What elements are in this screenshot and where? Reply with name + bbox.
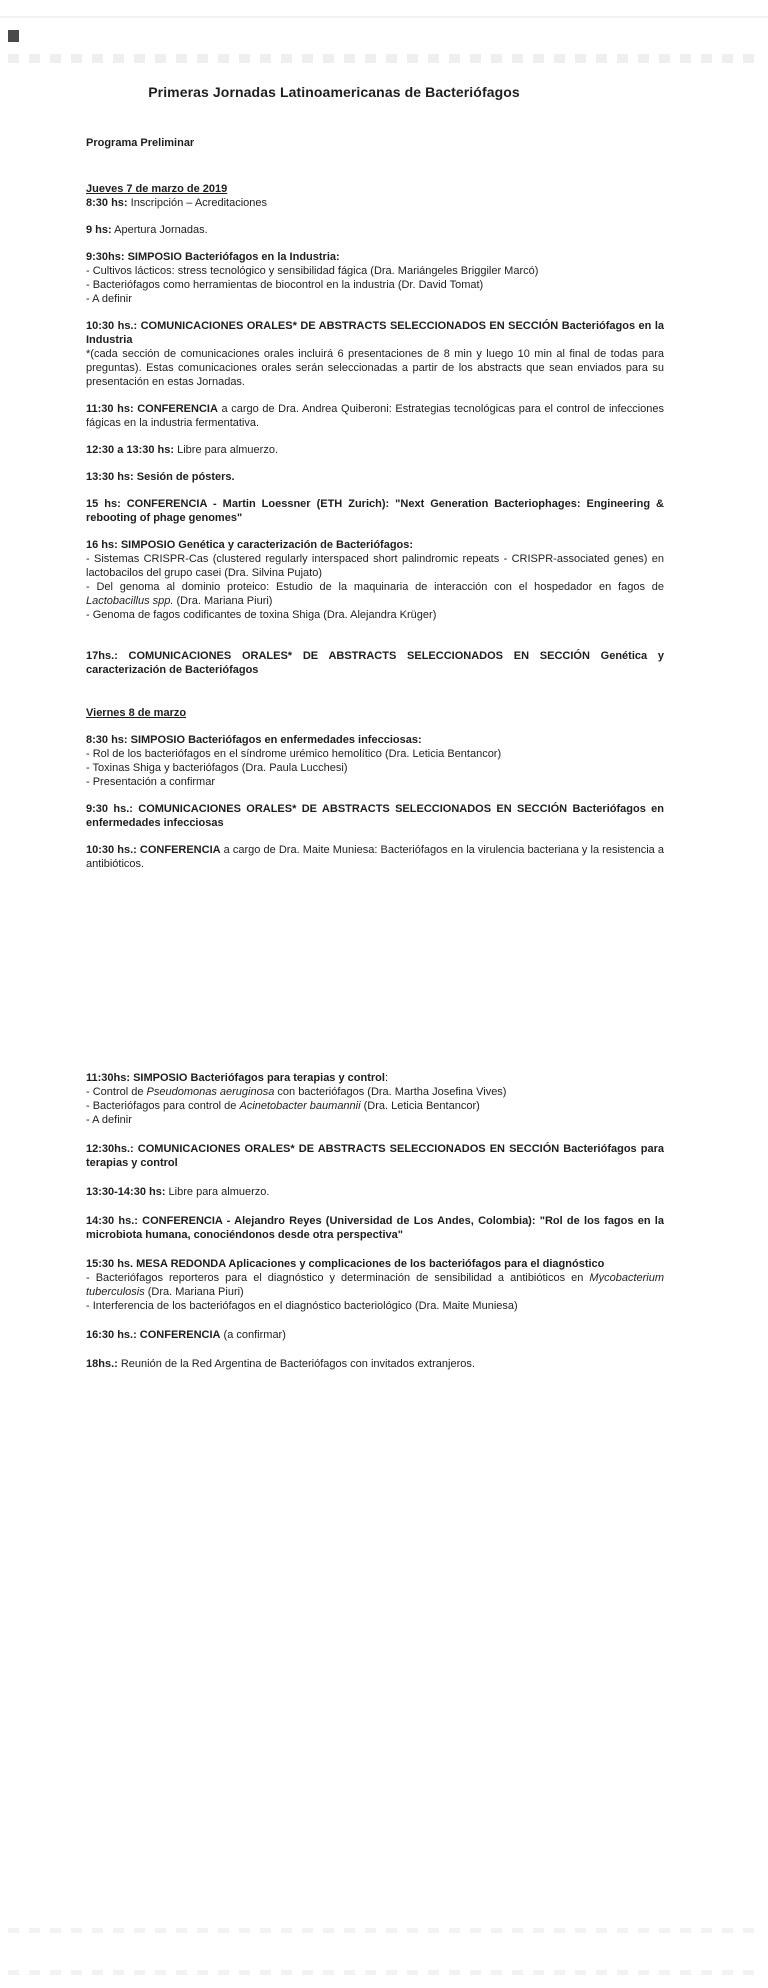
text-run: 12:30hs.: COMUNICACIONES ORALES* DE ABSTRACTS SELECCIONADOS EN SECCIÓN Bacteriófagos para terapias y control (86, 1143, 664, 1169)
text-run: - A definir (86, 1114, 132, 1126)
text-run: 9:30hs: SIMPOSIO Bacteriófagos en la Industria: (86, 251, 340, 263)
text-run: Apertura Jornadas. (111, 224, 208, 236)
text-run: - A definir (86, 293, 132, 305)
page-title (86, 84, 664, 101)
text-run: Libre para almuerzo. (174, 444, 279, 456)
scan-dotted-row-bottom-2 (8, 1970, 760, 1975)
simposio-industria (86, 250, 664, 306)
text-run: 9 hs: (86, 224, 112, 236)
text-run: Reunión de la Red Argentina de Bacteriófagos con invitados extranjeros. (117, 1358, 475, 1370)
text-run: 14:30 hs.: CONFERENCIA - Alejandro Reyes (Universidad de Los Andes, Colombia): "Rol de los fagos en la microbiota humana, conociéndonos desde otra perspectiva" (86, 1215, 664, 1241)
scan-dotted-row-bottom-1 (8, 1928, 760, 1933)
text-run: 17hs.: COMUNICACIONES ORALES* DE ABSTRACTS SELECCIONADOS EN SECCIÓN Genética y caracterización de Bacteriófagos (86, 650, 664, 676)
text-run: - Genoma de fagos codificantes de toxina Shiga (Dra. Alejandra Krüger) (86, 609, 437, 621)
text-run: Jueves 7 de marzo de 2019 (86, 183, 228, 195)
text-run: Inscripción – Acreditaciones (127, 197, 267, 209)
text-run: - Bacteriófagos reporteros para el diagnóstico y determinación de sensibilidad a antibióticos en (86, 1272, 590, 1284)
text-run: - Presentación a confirmar (86, 776, 215, 788)
text-run: - Cultivos lácticos: stress tecnológico y sensibilidad fágica (Dra. Mariángeles Briggiler Marcó) (86, 265, 539, 277)
subtitle-programa-preliminar (86, 136, 664, 150)
text-run: con bacteriófagos (Dra. Martha Josefina Vives) (274, 1086, 507, 1098)
text-run: 11:30 hs: CONFERENCIA (86, 403, 218, 415)
text-run: 15:30 hs. MESA REDONDA Aplicaciones y complicaciones de los bacteriófagos para el diagnóstico (86, 1258, 605, 1270)
text-run: : (384, 1072, 388, 1084)
text-run: - Del genoma al dominio proteico: Estudio de la maquinaria de interacción con el hospedador en fagos de (86, 581, 664, 593)
apertura-jornadas (86, 223, 664, 237)
text-run: 15 hs: CONFERENCIA - Martin Loessner (ETH Zurich): "Next Generation Bacteriophages: Engineering & rebooting of phage genomes" (86, 498, 664, 524)
text-run: (Dra. Mariana Piuri) (173, 595, 273, 607)
scan-top-edge-line (0, 16, 768, 18)
comunicaciones-orales-genetica (86, 649, 664, 677)
comunicaciones-orales-industria (86, 319, 664, 389)
text-run: 11:30hs: SIMPOSIO Bacteriófagos para terapias y control (86, 1072, 385, 1084)
text-run: - Toxinas Shiga y bacteriófagos (Dra. Paula Lucchesi) (86, 762, 348, 774)
sesion-posters (86, 470, 664, 484)
text-run: 12:30 a 13:30 hs: (86, 444, 175, 456)
comunicaciones-orales-terapias (86, 1142, 664, 1170)
conferencia-quiberoni (86, 402, 664, 430)
scan-dotted-row-top (8, 54, 760, 63)
text-run: Lactobacillus spp. (86, 595, 174, 607)
text-run: 8:30 hs: (86, 197, 128, 209)
text-run: Viernes 8 de marzo (86, 707, 187, 719)
text-run: Pseudomonas aeruginosa (146, 1086, 275, 1098)
libre-almuerzo-viernes (86, 1185, 664, 1199)
text-run: 13:30 hs: Sesión de pósters. (86, 471, 235, 483)
comunicaciones-orales-enfermedades (86, 802, 664, 830)
text-run: a cargo de Dra. Andrea Quiberoni: Estrategias tecnológicas para el control de infecciones fágicas en la industria fermentativa. (86, 403, 664, 429)
text-run: - Control de (86, 1086, 147, 1098)
day2-date (86, 706, 664, 720)
text-run: - Bacteriófagos para control de (86, 1100, 240, 1112)
text-run: (Dra. Mariana Piuri) (144, 1286, 244, 1298)
scan-corner-mark (8, 30, 19, 42)
text-run: 10:30 hs.: CONFERENCIA (86, 844, 221, 856)
text-run: 9:30 hs.: COMUNICACIONES ORALES* DE ABSTRACTS SELECCIONADOS EN SECCIÓN Bacteriófagos en enfermedades infecciosas (86, 803, 664, 829)
simposio-genetica (86, 538, 664, 622)
text-run: 10:30 hs.: COMUNICACIONES ORALES* DE ABSTRACTS SELECCIONADOS EN SECCIÓN Bacteriófagos en la Industria (86, 320, 664, 346)
simposio-enfermedades (86, 733, 664, 789)
text-run: Libre para almuerzo. (165, 1186, 270, 1198)
conferencia-loessner (86, 497, 664, 525)
text-run: (Dra. Leticia Bentancor) (360, 1100, 480, 1112)
day1-date-and-registration (86, 182, 664, 210)
conferencia-a-confirmar (86, 1328, 664, 1342)
simposio-terapias (86, 1071, 664, 1127)
reunion-red-argentina (86, 1357, 664, 1371)
libre-almuerzo-jueves (86, 443, 664, 457)
conferencia-muniesa (86, 843, 664, 871)
text-run: 13:30-14:30 hs: (86, 1186, 166, 1198)
text-run: - Interferencia de los bacteriófagos en el diagnóstico bacteriológico (Dra. Maite Muniesa) (86, 1300, 518, 1312)
text-run: a cargo de Dra. Maite Muniesa: Bacteriófagos en la virulencia bacteriana y la resistencia a antibióticos. (86, 844, 664, 870)
text-run: (a confirmar) (220, 1329, 286, 1341)
text-run: Programa Preliminar (86, 137, 195, 149)
text-run: 8:30 hs: SIMPOSIO Bacteriófagos en enfermedades infecciosas: (86, 734, 422, 746)
program-document (86, 84, 664, 1386)
text-run: - Bacteriófagos como herramientas de biocontrol en la industria (Dr. David Tomat) (86, 279, 484, 291)
text-run: - Rol de los bacteriófagos en el síndrome urémico hemolítico (Dra. Leticia Bentancor) (86, 748, 502, 760)
text-run: Mycobacterium tuberculosis (86, 1272, 664, 1298)
text-run: Primeras Jornadas Latinoamericanas de Bacteriófagos (148, 84, 520, 100)
mesa-redonda-diagnostico (86, 1257, 664, 1313)
text-run: *(cada sección de comunicaciones orales incluirá 6 presentaciones de 8 min y luego 10 min al final de todas para preguntas). Estas comunicaciones orales serán seleccionadas a partir de los abstracts que sean enviados para su presentación en estas Jornadas. (86, 348, 664, 388)
text-run: Acinetobacter baumannii (239, 1100, 361, 1112)
text-run: 18hs.: (86, 1358, 118, 1370)
conferencia-reyes (86, 1214, 664, 1242)
text-run: - Sistemas CRISPR-Cas (clustered regularly interspaced short palindromic repeats - CRISPR-associated genes) en lactobacilos del grupo casei (Dra. Silvina Pujato) (86, 553, 664, 579)
text-run: 16:30 hs.: CONFERENCIA (86, 1329, 221, 1341)
text-run: 16 hs: SIMPOSIO Genética y caracterización de Bacteriófagos: (86, 539, 414, 551)
